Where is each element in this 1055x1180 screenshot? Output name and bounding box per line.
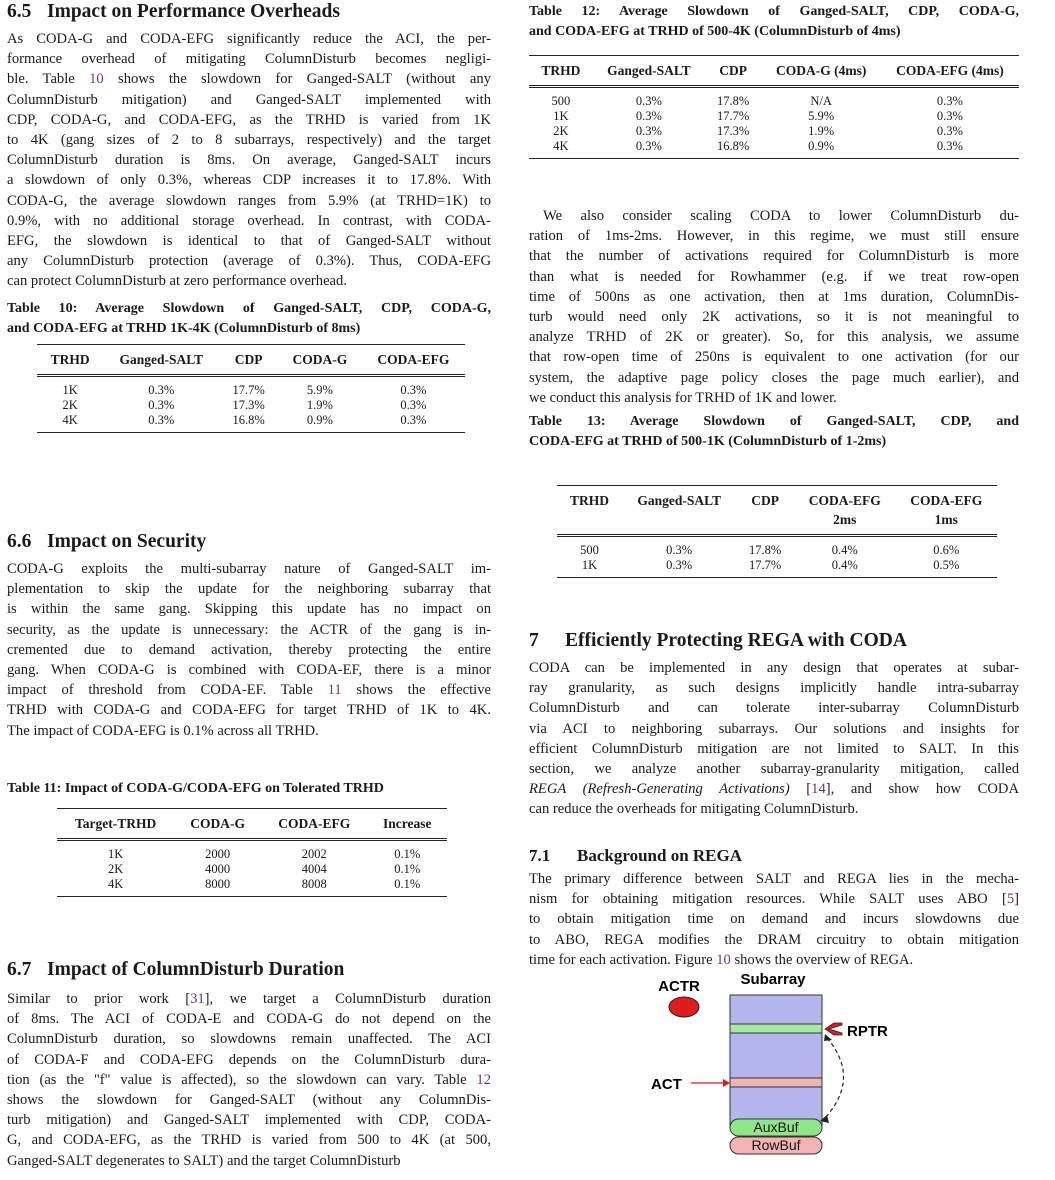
column-header: CODA-EFG bbox=[794, 486, 895, 513]
text-line: a slowdown of only 0.3%, whereas CDP increases it to 17.8%. With bbox=[7, 172, 491, 189]
table-cell: 17.7% bbox=[232, 383, 265, 397]
reference-link[interactable]: 5 bbox=[1006, 891, 1015, 908]
section-7-1-heading bbox=[529, 845, 742, 867]
rptr-label: RPTR bbox=[847, 1023, 888, 1040]
text-line: gang. When CODA-G is combined with CODA-EF, there is a minor bbox=[7, 662, 491, 679]
text-line: turb would need only 2K activations, so it is not meaningful to bbox=[529, 309, 1019, 326]
text-line: ration of 1ms-2ms. However, in this regime, we must still ensure bbox=[529, 228, 1019, 245]
text-run: shows the slowdown for Ganged-SALT (without any bbox=[103, 71, 492, 88]
column-header: TRHD bbox=[37, 345, 103, 376]
text-line: of CODA-F and CODA-EFG depends on the ColumnDisturb dura- bbox=[7, 1051, 491, 1068]
column-header: Increase bbox=[368, 809, 447, 840]
text-line: analyze TRHD of 2K or greater). So, for this analysis, we assume bbox=[529, 329, 1019, 346]
text-line bbox=[7, 1070, 491, 1090]
table-cell: 17.7% bbox=[736, 558, 794, 578]
text-line: ColumnDisturb duration is 8ms. On average, Ganged-SALT incurs bbox=[7, 152, 491, 169]
section-title: Background on REGA bbox=[577, 846, 743, 865]
column-header: CODA-EFG bbox=[261, 809, 368, 840]
caption-line: Table 10: Average Slowdown of Ganged-SALT, CDP, CODA-G, bbox=[7, 301, 491, 316]
text-run: shows the overview of REGA. bbox=[730, 951, 914, 968]
section-title: Impact on Performance Overheads bbox=[47, 1, 340, 22]
text-line: EFG, the slowdown is identical to that of Ganged-SALT without bbox=[7, 233, 491, 250]
section-6-6-heading bbox=[7, 530, 206, 554]
caption-line: Table 12: Average Slowdown of Ganged-SALT, CDP, CODA-G, bbox=[529, 4, 1019, 19]
text-line: CODA-G, the average slowdown ranges from 5.9% (at TRHD=1K) to bbox=[7, 192, 491, 209]
table-cell: 5.9% bbox=[306, 383, 333, 397]
text-line: that row-open time of 250ns is equivalent to one activation (for our bbox=[529, 349, 1019, 366]
section-6-5-body bbox=[7, 29, 491, 292]
reference-link[interactable]: 12 bbox=[476, 1071, 491, 1088]
table-cell: 1K bbox=[557, 558, 622, 578]
section-6-7-body bbox=[7, 989, 491, 1171]
table-row bbox=[57, 840, 447, 863]
table-cell: 17.7% bbox=[717, 109, 750, 123]
table-row bbox=[57, 862, 447, 877]
text-line bbox=[529, 889, 1019, 909]
table-cell: 1K bbox=[108, 847, 124, 861]
text-line bbox=[7, 680, 491, 700]
section-6-6-body bbox=[7, 559, 491, 741]
table-cell: 1K bbox=[62, 383, 78, 397]
rega-overview-figure bbox=[649, 968, 909, 1180]
emphasis-text: REGA (Refresh-Generating Activations) bbox=[529, 781, 790, 798]
text-line: can reduce the overheads for mitigating ColumnDisturb. bbox=[529, 801, 859, 818]
auxbuf-label: AuxBuf bbox=[753, 1119, 799, 1135]
text-line: ColumnDisturb duration, so slowdowns remain unaffected. The ACI bbox=[7, 1031, 491, 1048]
column-subheader bbox=[736, 512, 794, 536]
text-line: G, and CODA-EFG, as the TRHD is varied from 500 to 4K (at 500, bbox=[7, 1132, 491, 1149]
table-cell: 0.9% bbox=[761, 139, 880, 159]
text-line: security, as the update is unnecessary: the ACTR of the gang is in- bbox=[7, 621, 491, 638]
table-cell: 0.1% bbox=[394, 862, 421, 876]
text-line: system, the adaptive page policy closes the page much earlier), and bbox=[529, 369, 1019, 386]
section-7-body bbox=[529, 658, 1019, 820]
section-title: Impact on Security bbox=[47, 531, 207, 552]
text-line: shows the slowdown for Ganged-SALT (without any ColumnDis- bbox=[7, 1092, 491, 1109]
table-row bbox=[37, 376, 465, 399]
table-cell: 17.3% bbox=[232, 398, 265, 412]
table-12-caption bbox=[529, 2, 1019, 42]
dashed-transfer-arrow bbox=[825, 1038, 844, 1118]
text-run: ] bbox=[1014, 891, 1019, 908]
column-subheader: 2ms bbox=[794, 512, 895, 536]
text-line: via ACI to neighboring subarrays. Our solutions and insights for bbox=[529, 720, 1019, 737]
table-10-caption bbox=[7, 299, 491, 339]
text-line: to ABO, REGA modifies the DRAM circuitry to obtain mitigation bbox=[529, 931, 1019, 948]
table-cell: 1.9% bbox=[808, 124, 835, 138]
subarray-label: Subarray bbox=[740, 971, 806, 988]
text-line: The impact of CODA-EFG is 0.1% across all TRHD. bbox=[7, 722, 319, 739]
table-cell: 4000 bbox=[205, 862, 231, 876]
table-cell: 2K bbox=[553, 124, 569, 138]
table-cell: 0.3% bbox=[936, 94, 963, 108]
text-line bbox=[7, 69, 491, 89]
table-cell: 0.3% bbox=[400, 383, 427, 397]
table-cell: 0.3% bbox=[666, 543, 693, 557]
table-cell: 0.5% bbox=[895, 558, 997, 578]
table-row bbox=[37, 413, 465, 433]
table-row bbox=[529, 139, 1019, 159]
rptr-row bbox=[730, 1024, 822, 1033]
text-line: that the number of activations required for ColumnDisturb is more bbox=[529, 248, 1019, 265]
column-header: Ganged-SALT bbox=[593, 56, 705, 87]
text-line: is within the same gang. Skipping this update has no impact on bbox=[7, 601, 491, 618]
paragraph bbox=[529, 869, 1019, 970]
text-line: of 8ms. The ACI of CODA-E and CODA-G do not depend on the bbox=[7, 1011, 491, 1028]
caption-line: Table 13: Average Slowdown of Ganged-SALT, CDP, and bbox=[529, 414, 1019, 429]
table-cell: 17.8% bbox=[748, 543, 782, 557]
column-header: CODA-G bbox=[174, 809, 261, 840]
text-line: cremented due to demand activation, thereby protecting the entire bbox=[7, 641, 491, 658]
section-number: 7.1 bbox=[529, 846, 551, 865]
text-line: CDP, CODA-G, and CODA-EFG, as the TRHD is varied from 1K bbox=[7, 111, 491, 128]
table-cell: 0.3% bbox=[593, 139, 705, 159]
paragraph bbox=[529, 658, 1019, 820]
table-cell: 0.3% bbox=[103, 413, 219, 433]
column-header: CDP bbox=[219, 345, 278, 376]
text-run: tion (as the "f" value is affected), so the slowdown can vary. Table bbox=[7, 1071, 477, 1088]
actr-label: ACTR bbox=[658, 978, 700, 995]
text-line: 0.9%, with no additional storage overhead. In contrast, with CODA- bbox=[7, 212, 491, 229]
table-cell: 500 bbox=[580, 543, 599, 557]
column-header: CODA-G bbox=[278, 345, 362, 376]
table-row bbox=[57, 877, 447, 897]
text-line: we conduct this analysis for TRHD of 1K and lower. bbox=[529, 389, 837, 406]
table-cell: 1.9% bbox=[306, 398, 333, 412]
table-13-caption bbox=[529, 412, 1019, 452]
text-run: Similar to prior work [ bbox=[7, 991, 191, 1007]
text-line: efficient ColumnDisturb mitigation are not limited to SALT. In this bbox=[529, 740, 1019, 757]
act-arrowhead bbox=[723, 1079, 730, 1087]
section-number: 7 bbox=[529, 630, 539, 651]
text-run: shows the effective bbox=[341, 682, 491, 699]
table-row bbox=[557, 558, 997, 578]
rowbuf-label: RowBuf bbox=[751, 1137, 801, 1153]
text-line: As CODA-G and CODA-EFG significantly reduce the ACI, the per- bbox=[7, 31, 491, 47]
table-row bbox=[529, 109, 1019, 124]
table-cell: 2002 bbox=[301, 847, 327, 861]
table-10 bbox=[37, 344, 465, 433]
column-header: CODA-EFG (4ms) bbox=[881, 56, 1019, 87]
table-cell: 500 bbox=[551, 94, 571, 108]
paragraph bbox=[7, 559, 491, 741]
text-line: turb mitigation) and Ganged-SALT implemented with CDP, CODA- bbox=[7, 1112, 491, 1129]
column-header: Ganged-SALT bbox=[622, 486, 736, 513]
column-header: CDP bbox=[736, 486, 794, 513]
text-line: to obtain mitigation time on demand and incurs slowdowns due bbox=[529, 911, 1019, 928]
table-cell: 4K bbox=[529, 139, 593, 159]
table-cell: 5.9% bbox=[808, 109, 835, 123]
text-run: ble. Table bbox=[7, 71, 90, 88]
table-cell: 8008 bbox=[261, 877, 368, 897]
table-cell: 0.3% bbox=[635, 124, 662, 138]
table-cell: 0.1% bbox=[394, 847, 421, 861]
section-7-1-body bbox=[529, 869, 1019, 970]
text-line bbox=[7, 989, 491, 1009]
dashed-arrowhead-up bbox=[824, 1034, 832, 1041]
caption-line: Table 11: Impact of CODA-G/CODA-EFG on Tolerated TRHD bbox=[7, 781, 384, 796]
table-cell: 0.3% bbox=[148, 398, 175, 412]
actr-counter bbox=[669, 997, 699, 1017]
column-header: CODA-EFG bbox=[362, 345, 465, 376]
table-cell: 0.3% bbox=[622, 558, 736, 578]
column-header: CODA-EFG bbox=[895, 486, 997, 513]
table-cell: 0.3% bbox=[635, 109, 662, 123]
table-cell: 2000 bbox=[205, 847, 231, 861]
column-subheader: 1ms bbox=[895, 512, 997, 536]
table-cell: 4K bbox=[37, 413, 103, 433]
table-cell: 0.3% bbox=[635, 94, 662, 108]
table-cell: N/A bbox=[810, 94, 832, 108]
column-header: Target-TRHD bbox=[57, 809, 174, 840]
table-row bbox=[529, 87, 1019, 110]
text-line: plementation to skip the update for the neighboring subarray that bbox=[7, 581, 491, 598]
text-line: to 4K (gang sizes of 2 to 8 subarrays, respectively) and the target bbox=[7, 132, 491, 149]
paragraph bbox=[7, 989, 491, 1171]
subarray-block bbox=[730, 995, 822, 1127]
column-header: Ganged-SALT bbox=[103, 345, 219, 376]
table-cell: 17.3% bbox=[717, 124, 750, 138]
column-header: CODA-G (4ms) bbox=[761, 56, 880, 87]
text-run: ], and show how CODA bbox=[825, 781, 1019, 798]
caption-line: CODA-EFG at TRHD of 500-1K (ColumnDisturb of 1-2ms) bbox=[529, 434, 887, 449]
column-header: TRHD bbox=[557, 486, 622, 513]
text-line: section, we analyze another subarray-granularity mitigation, called bbox=[529, 761, 1019, 778]
section-number: 6.6 bbox=[7, 531, 32, 552]
scaling-paragraph bbox=[529, 206, 1019, 408]
section-6-7-heading bbox=[7, 958, 344, 982]
table-cell: 17.8% bbox=[717, 94, 750, 108]
column-header: TRHD bbox=[529, 56, 593, 87]
text-line: ColumnDisturb and can tolerate inter-subarray ColumnDisturb bbox=[529, 700, 1019, 717]
text-line bbox=[529, 779, 1019, 799]
table-cell: 0.3% bbox=[362, 413, 465, 433]
caption-line: and CODA-EFG at TRHD 1K-4K (ColumnDisturb of 8ms) bbox=[7, 321, 361, 336]
text-line: TRHD with CODA-G and CODA-EFG for target TRHD of 1K to 4K. bbox=[7, 702, 491, 719]
table-cell: 0.3% bbox=[881, 139, 1019, 159]
table-cell: 0.4% bbox=[794, 558, 895, 578]
text-line: CODA-G exploits the multi-subarray nature of Ganged-SALT im- bbox=[7, 561, 491, 577]
paragraph bbox=[7, 29, 491, 292]
text-line: Ganged-SALT degenerates to SALT) and the target ColumnDisturb bbox=[7, 1152, 401, 1169]
table-row bbox=[557, 536, 997, 559]
table-cell: 16.8% bbox=[219, 413, 278, 433]
table-cell: 0.6% bbox=[933, 543, 960, 557]
table-cell: 0.3% bbox=[400, 398, 427, 412]
table-cell: 0.4% bbox=[831, 543, 858, 557]
text-run: time for each activation. Figure bbox=[529, 951, 717, 968]
table-cell: 4K bbox=[57, 877, 174, 897]
reference-link[interactable]: 10 bbox=[716, 951, 731, 968]
section-title: Efficiently Protecting REGA with CODA bbox=[565, 630, 907, 651]
text-line: any ColumnDisturb protection (average of 0.3%). Thus, CODA-EFG bbox=[7, 253, 491, 270]
reference-link[interactable]: 14 bbox=[811, 781, 826, 798]
rptr-arrow bbox=[825, 1023, 842, 1035]
table-cell: 16.8% bbox=[705, 139, 762, 159]
text-line: The primary difference between SALT and REGA lies in the mecha- bbox=[529, 871, 1019, 887]
text-run: nism for obtaining mitigation resources. While SALT uses ABO [ bbox=[529, 891, 1007, 908]
section-number: 6.7 bbox=[7, 959, 32, 980]
column-subheader bbox=[557, 512, 622, 536]
text-run: ], we target a ColumnDisturb duration bbox=[204, 991, 491, 1007]
column-subheader bbox=[622, 512, 736, 536]
table-13 bbox=[557, 485, 997, 578]
table-cell: 8000 bbox=[174, 877, 261, 897]
table-11 bbox=[57, 808, 447, 897]
text-line: We also consider scaling CODA to lower ColumnDisturb du- bbox=[543, 208, 1019, 224]
text-line bbox=[529, 950, 1019, 970]
text-line: than what is needed for Rowhammer (e.g. if we treat row-open bbox=[529, 268, 1019, 285]
table-cell: 0.3% bbox=[936, 124, 963, 138]
section-6-5-heading bbox=[7, 0, 340, 24]
act-row bbox=[730, 1078, 822, 1087]
reference-link[interactable]: 10 bbox=[89, 71, 104, 88]
table-cell: 2K bbox=[108, 862, 124, 876]
reference-link[interactable]: 31 bbox=[190, 991, 205, 1007]
text-line: time of 500ns as one activation, then at 1ms duration, ColumnDis- bbox=[529, 288, 1019, 305]
text-line: CODA can be implemented in any design that operates at subar- bbox=[529, 660, 1019, 676]
table-cell: 1K bbox=[553, 109, 569, 123]
paragraph bbox=[529, 206, 1019, 408]
table-row bbox=[529, 124, 1019, 139]
caption-line: and CODA-EFG at TRHD of 500-4K (ColumnDisturb of 4ms) bbox=[529, 24, 901, 39]
text-line: ColumnDisturb mitigation) and Ganged-SALT implemented with bbox=[7, 91, 491, 108]
table-cell: 2K bbox=[62, 398, 78, 412]
section-number: 6.5 bbox=[7, 1, 32, 22]
text-line: ray granularity, as such designs implicitly handle intra-subarray bbox=[529, 680, 1019, 697]
text-line: can protect ColumnDisturb at zero performance overhead. bbox=[7, 273, 347, 290]
text-line: formance overhead of mitigating ColumnDisturb becomes negligi- bbox=[7, 51, 491, 68]
table-row bbox=[37, 398, 465, 413]
table-11-caption bbox=[7, 779, 491, 799]
table-cell: 0.9% bbox=[278, 413, 362, 433]
table-12 bbox=[529, 55, 1019, 159]
section-title: Impact of ColumnDisturb Duration bbox=[47, 959, 345, 980]
table-cell: 0.1% bbox=[368, 877, 447, 897]
table-cell: 0.3% bbox=[148, 383, 175, 397]
text-run: impact of threshold from CODA-EF. Table bbox=[7, 682, 328, 699]
table-cell: 4004 bbox=[301, 862, 327, 876]
column-header: CDP bbox=[705, 56, 762, 87]
section-7-heading bbox=[529, 629, 907, 653]
act-label: ACT bbox=[651, 1076, 682, 1093]
table-cell: 0.3% bbox=[936, 109, 963, 123]
text-run: [ bbox=[789, 781, 812, 798]
reference-link[interactable]: 11 bbox=[327, 682, 342, 699]
